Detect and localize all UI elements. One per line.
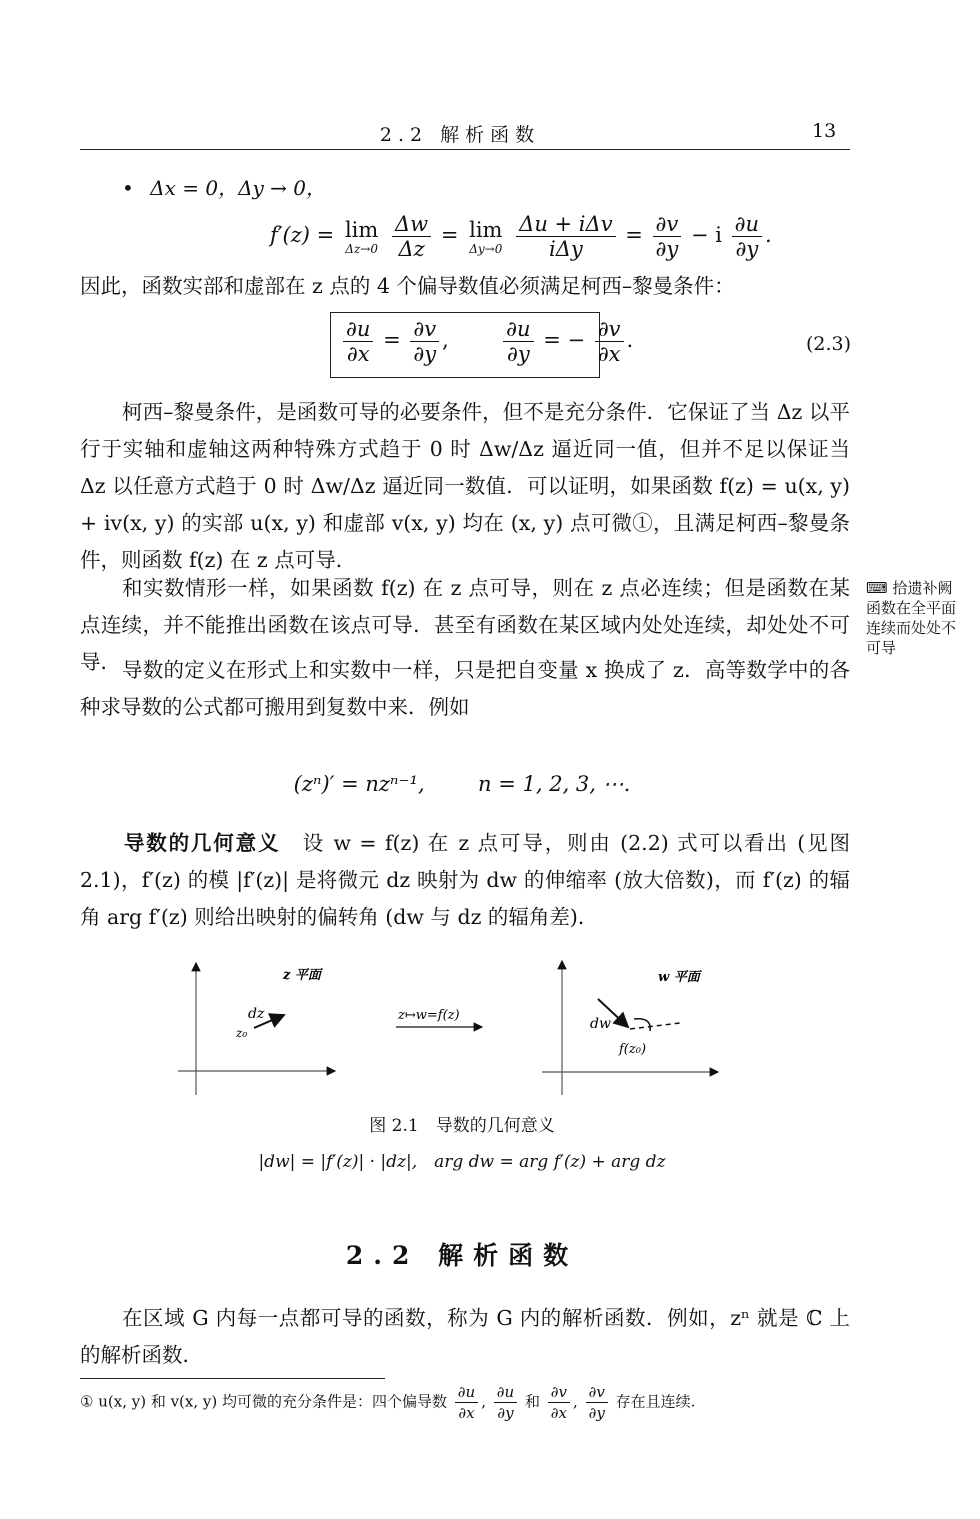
cr-c-num: ∂u [503,317,533,342]
cr-b-den: ∂y [413,342,437,366]
cr-eq1: = [383,328,401,352]
cr-d-den: ∂x [597,342,621,366]
fn-a-num: ∂u [455,1382,478,1403]
figure-derivative-geometry [170,955,740,1100]
fn-c-den: ∂x [550,1404,567,1422]
cr-intro: 因此，函数实部和虚部在 z 点的 4 个偏导数值必须满足柯西–黎曼条件： [80,274,735,298]
cr-equation [340,317,633,366]
paragraph-geometric-meaning [80,825,850,936]
cr-eq2: = − [543,328,586,352]
header-rule [80,149,850,150]
frac-3-num: ∂v [653,212,682,237]
frac-4-den: ∂y [735,237,759,261]
fn-c-num: ∂v [548,1382,570,1403]
geometric-meaning-text: 设 w = f(z) 在 z 点可导，则由 (2.2) 式可以看出 (见图 2.1)，f′(z) 的模 |f′(z)| 是将微元 dz 映射为 dw 的伸缩率 (放大倍数)，而 f′(z) 的辐角 arg f′(z) 则给出映射的偏转角 (dw 与 dz 的辐角差)． [80,831,850,929]
right-plane-label: w 平面 [658,970,700,985]
cr-b-num: ∂v [410,317,439,342]
fn-sep1: , [481,1392,486,1411]
footnote-rule [80,1378,385,1379]
cr-a-num: ∂u [343,317,373,342]
note-icon: ⌨ [866,579,888,597]
lim-word-1: lim [344,217,379,242]
margin-note [866,578,966,658]
margin-note-text: 拾遗补阙 函数在全平面连续而处处不可导 [866,579,957,657]
figure-caption-equation: |dw| = |f′(z)| · |dz|, arg dw = arg f′(z) + arg dz [258,1152,666,1172]
footnote-lead: ① u(x, y) 和 v(x, y) 均可微的充分条件是：四个偏导数 [80,1392,448,1411]
fn-tail: 存在且连续. [615,1392,696,1411]
power-rule-equation: (zⁿ)′ = nzⁿ⁻¹, n = 1, 2, 3, ⋯. [293,772,631,796]
fz0-label: f(z₀) [619,1042,647,1057]
fn-and: 和 [524,1392,540,1411]
frac-3-den: ∂y [655,237,679,261]
fn-sep2: , [573,1392,578,1411]
frac-4-num: ∂u [732,212,762,237]
paragraph-derivative-definition: 导数的定义在形式上和实数中一样，只是把自变量 x 换成了 z．高等数学中的各种求导数的公式都可搬用到复数中来．例如 [80,658,850,719]
dz-label: dz [248,1006,265,1022]
lim-sub-1: Δz→0 [345,241,378,256]
fn-d-den: ∂y [588,1404,605,1422]
frac-1-num: Δw [392,212,431,237]
lim-sub-2: Δy→0 [469,241,503,256]
derivative-equation: f′(z) = lim Δz→0 $\frac{\Delta w}{\Delta z}$ = lim Δy→0 $\frac{\text{Δu + iΔv}}{\text{iΔy}}$ = $\frac{\partial v}{\partial y}$ − i $\frac{\partial u}{\partial y}$ . [270,212,772,261]
paragraph-continuity: 和实数情形一样，如果函数 f(z) 在 z 点可导，则在 z 点必连续；但是函数在某点连续，并不能推出函数在该点可导．甚至有函数在某区域内处处连续，却处处不可导． [80,576,850,674]
fn-b-den: ∂y [497,1404,514,1422]
mapping-label: z↦w=f(z) [398,1008,460,1023]
fn-b-num: ∂u [494,1382,517,1403]
bullet-icon: • [122,176,134,200]
paragraph-cr-discussion: 柯西–黎曼条件，是函数可导的必要条件，但不是充分条件．它保证了当 Δz 以平行于实轴和虚轴这两种特殊方式趋于 0 时 Δw/Δz 逼近同一值，但并不足以保证当 Δz 以任意方式趋于 0 时 Δw/Δz 逼近同一数值．可以证明，如果函数 f(z) = u(x, y) + iv(x, y) 的实部 u(x, y) 和虚部 v(x, y) 均在 (x, y) 点可微①，且满足柯西–黎曼条件，则函数 f(z) 在 z 点可导． [80,400,850,572]
running-header-title: 2.2 解析函数 [379,124,541,146]
geometric-meaning-heading: 导数的几何意义 [122,831,281,855]
cr-end: . [626,328,634,352]
footnote [80,1382,695,1423]
page-number: 13 [812,120,837,142]
z0-label: z₀ [236,1026,248,1040]
bullet-condition: Δx = 0，Δy → 0， [150,176,327,200]
cr-c-den: ∂y [507,342,530,366]
frac-2-num: Δu + iΔv [516,212,615,237]
section-title: 2.2 解析函数 [345,1241,579,1270]
frac-2-den: iΔy [548,237,583,261]
bullet-line [122,172,326,201]
eq-sign: = [440,223,459,247]
angle-arc [634,1019,650,1031]
eq-end: . [765,223,772,247]
dz-direction-dashed [630,1023,680,1029]
equation-number: (2.3) [806,333,852,355]
cr-a-den: ∂x [346,342,370,366]
left-plane-label: z 平面 [283,968,321,983]
figure-caption: 图 2.1 导数的几何意义 [369,1116,555,1136]
fn-d-num: ∂v [586,1382,608,1403]
eq-lhs: f′(z) = [270,223,335,247]
lim-word-2: lim [469,217,503,242]
frac-1-den: Δz [398,237,425,261]
dw-label: dw [590,1016,611,1032]
cr-comma: , [442,328,449,352]
fn-a-den: ∂x [458,1404,475,1422]
cr-d-num: ∂v [595,317,624,342]
minus-i: − i [690,223,722,247]
paragraph-analytic-definition: 在区域 G 内每一点都可导的函数，称为 G 内的解析函数．例如，zⁿ 就是 ℂ 上的解析函数． [80,1306,850,1367]
